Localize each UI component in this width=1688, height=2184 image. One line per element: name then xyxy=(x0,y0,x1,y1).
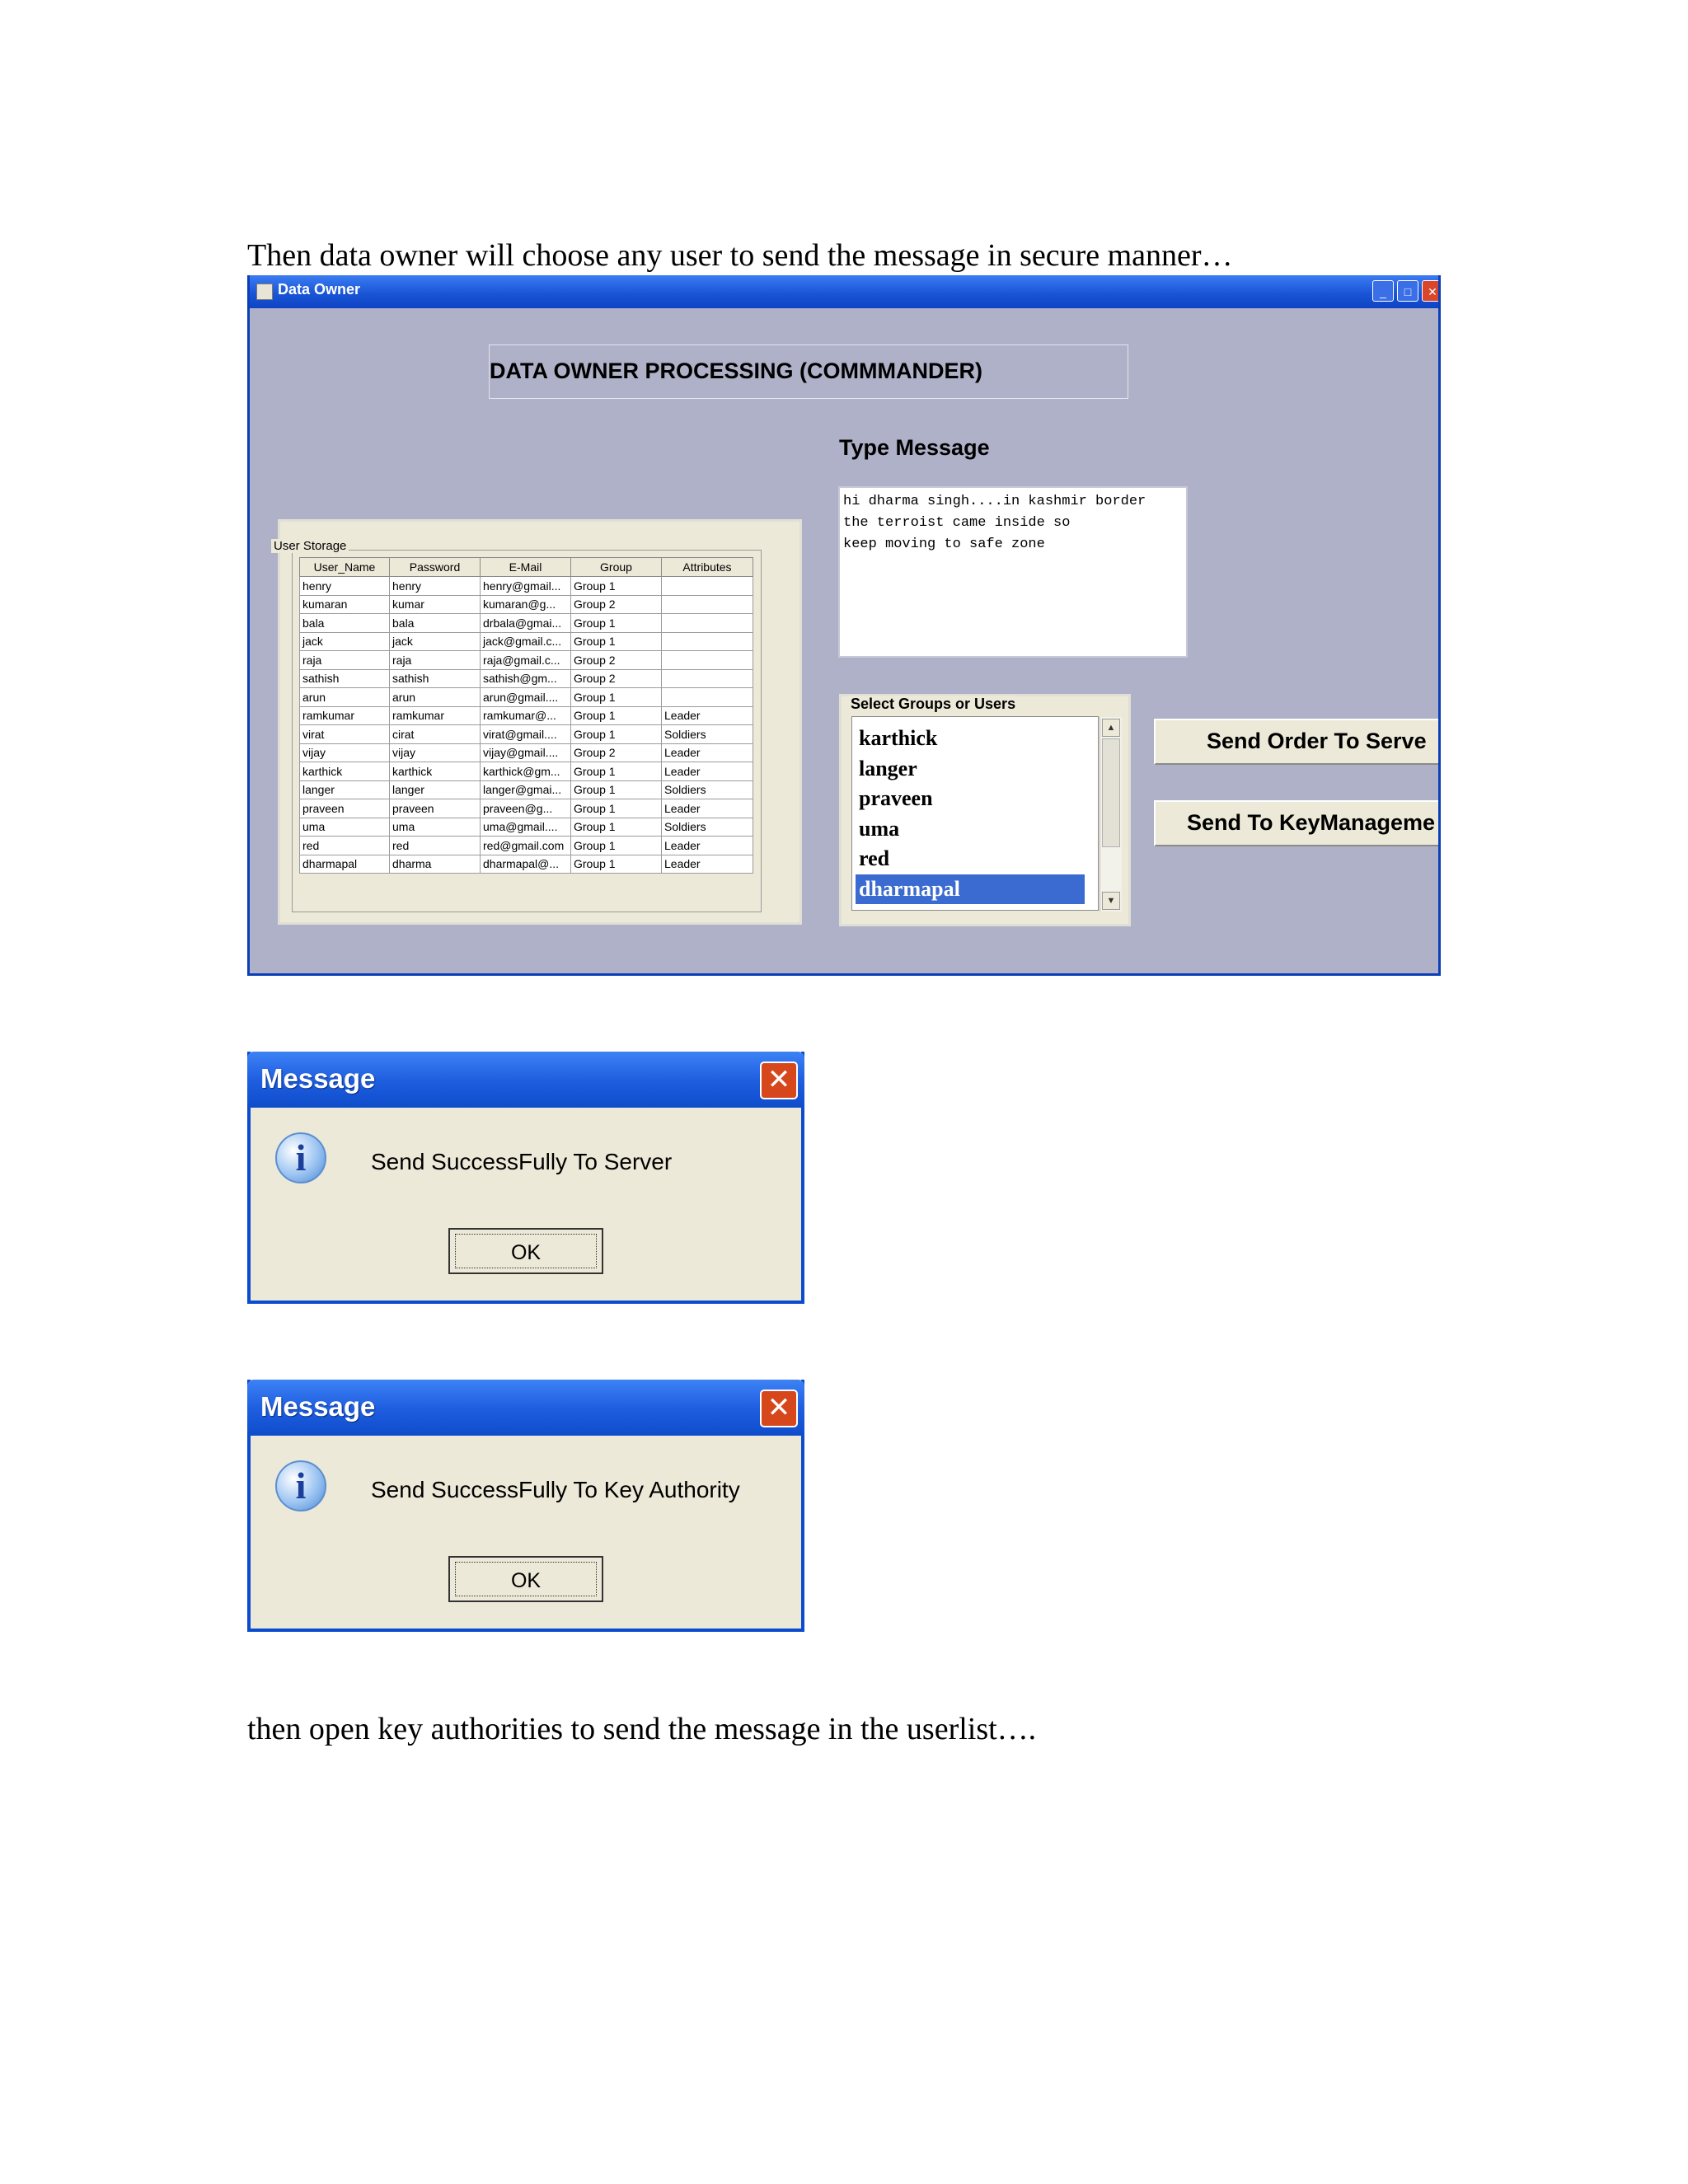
table-cell[interactable]: vijay xyxy=(300,743,390,762)
table-cell[interactable]: Leader xyxy=(662,706,753,725)
table-cell[interactable]: Group 1 xyxy=(571,577,662,596)
ok-label: OK xyxy=(455,1562,597,1596)
table-cell[interactable]: praveen xyxy=(300,799,390,818)
table-cell[interactable]: langer xyxy=(390,780,481,799)
list-item[interactable]: praveen xyxy=(859,786,933,810)
table-cell[interactable]: praveen xyxy=(390,799,481,818)
list-item[interactable]: uma xyxy=(859,816,900,841)
table-cell[interactable]: karthick@gm... xyxy=(481,762,571,781)
user-storage-panel xyxy=(278,519,802,925)
list-item[interactable]: dharmapal xyxy=(856,874,1085,904)
ok-button[interactable] xyxy=(448,1556,603,1602)
table-cell[interactable]: Group 1 xyxy=(571,688,662,707)
data-owner-window xyxy=(247,275,1441,976)
table-cell[interactable]: Group 1 xyxy=(571,725,662,744)
table-cell[interactable]: Leader xyxy=(662,762,753,781)
dialog-title: Message xyxy=(260,1391,376,1422)
caption-top: Then data owner will choose any user to send the message in secure manner… xyxy=(247,238,1233,273)
table-cell[interactable]: Group 2 xyxy=(571,651,662,670)
table-row[interactable] xyxy=(300,688,753,707)
table-row[interactable] xyxy=(300,725,753,744)
table-cell[interactable]: sathish xyxy=(390,669,481,688)
table-cell[interactable]: vijay@gmail.... xyxy=(481,743,571,762)
table-cell[interactable]: uma xyxy=(390,818,481,837)
column-header[interactable]: Group xyxy=(571,558,662,577)
table-cell[interactable]: ramkumar@... xyxy=(481,706,571,725)
table-cell[interactable]: red xyxy=(300,837,390,855)
table-row[interactable] xyxy=(300,818,753,837)
table-cell[interactable]: uma xyxy=(300,818,390,837)
send-order-to-server-button[interactable]: Send Order To Serve xyxy=(1154,719,1441,765)
table-cell[interactable]: ramkumar xyxy=(300,706,390,725)
dialog-message: Send SuccessFully To Server xyxy=(371,1149,673,1174)
close-icon[interactable]: ✕ xyxy=(760,1062,798,1099)
info-icon: i xyxy=(275,1132,326,1183)
table-row[interactable] xyxy=(300,632,753,651)
table-cell[interactable]: henry xyxy=(390,577,481,596)
table-cell[interactable]: langer xyxy=(300,780,390,799)
table-row[interactable] xyxy=(300,577,753,596)
info-icon: i xyxy=(275,1460,326,1511)
dialog-message: Send SuccessFully To Key Authority xyxy=(371,1477,740,1502)
table-row[interactable] xyxy=(300,614,753,633)
table-cell[interactable]: virat@gmail.... xyxy=(481,725,571,744)
table-cell[interactable]: Group 1 xyxy=(571,818,662,837)
table-cell[interactable]: uma@gmail.... xyxy=(481,818,571,837)
table-cell[interactable]: Group 2 xyxy=(571,669,662,688)
table-cell[interactable] xyxy=(662,688,753,707)
list-item[interactable]: karthick xyxy=(859,726,938,750)
table-cell[interactable]: sathish@gm... xyxy=(481,669,571,688)
table-cell[interactable]: raja xyxy=(390,651,481,670)
table-cell[interactable]: langer@gmai... xyxy=(481,780,571,799)
table-row[interactable] xyxy=(300,743,753,762)
close-icon[interactable]: ✕ xyxy=(760,1390,798,1427)
table-cell[interactable]: Leader xyxy=(662,855,753,874)
table-cell[interactable] xyxy=(662,614,753,633)
ok-button[interactable] xyxy=(448,1228,603,1274)
table-cell[interactable]: jack xyxy=(300,632,390,651)
table-cell[interactable]: red@gmail.com xyxy=(481,837,571,855)
table-row[interactable] xyxy=(300,706,753,725)
scroll-up-icon[interactable]: ▲ xyxy=(1102,719,1120,737)
table-cell[interactable]: Soldiers xyxy=(662,780,753,799)
table-row[interactable] xyxy=(300,762,753,781)
users-listbox[interactable] xyxy=(851,716,1116,911)
table-cell[interactable]: dharma xyxy=(390,855,481,874)
message-textarea[interactable]: hi dharma singh....in kashmir border the terroist came inside so keep moving to safe zone xyxy=(838,486,1188,658)
select-groups-label: Select Groups or Users xyxy=(848,696,1018,713)
table-cell[interactable]: praveen@g... xyxy=(481,799,571,818)
table-header-row xyxy=(300,558,753,577)
send-to-key-management-button[interactable]: Send To KeyManageme xyxy=(1154,800,1441,846)
table-cell[interactable]: raja xyxy=(300,651,390,670)
column-header[interactable]: Attributes xyxy=(662,558,753,577)
dialog-title-bar[interactable] xyxy=(247,1052,804,1108)
table-cell[interactable]: arun xyxy=(390,688,481,707)
caption-bottom: then open key authorities to send the message in the userlist…. xyxy=(247,1712,1037,1746)
list-scrollbar[interactable] xyxy=(1100,717,1122,912)
type-message-label: Type Message xyxy=(839,435,990,460)
list-item[interactable]: langer xyxy=(859,756,917,780)
table-cell[interactable] xyxy=(662,577,753,596)
table-cell[interactable]: Group 2 xyxy=(571,743,662,762)
table-cell[interactable]: Group 1 xyxy=(571,762,662,781)
table-cell[interactable]: Soldiers xyxy=(662,725,753,744)
table-cell[interactable]: ramkumar xyxy=(390,706,481,725)
table-cell[interactable]: arun@gmail.... xyxy=(481,688,571,707)
window-title: Data Owner xyxy=(278,281,361,298)
table-cell[interactable]: bala xyxy=(300,614,390,633)
table-row[interactable] xyxy=(300,837,753,855)
list-item[interactable]: red xyxy=(859,846,890,870)
table-cell[interactable]: cirat xyxy=(390,725,481,744)
table-cell[interactable]: Group 1 xyxy=(571,632,662,651)
table-row[interactable] xyxy=(300,669,753,688)
table-cell[interactable]: Group 1 xyxy=(571,706,662,725)
message-dialog-server xyxy=(247,1052,804,1304)
column-header[interactable]: E-Mail xyxy=(481,558,571,577)
table-cell[interactable]: Group 1 xyxy=(571,799,662,818)
user-storage-label: User Storage xyxy=(271,539,349,553)
table-cell[interactable]: jack@gmail.c... xyxy=(481,632,571,651)
user-table-frame xyxy=(292,550,762,912)
table-cell[interactable]: red xyxy=(390,837,481,855)
table-cell[interactable]: kumaran xyxy=(300,595,390,614)
close-icon[interactable]: ✕ xyxy=(1422,280,1441,302)
maximize-icon[interactable]: □ xyxy=(1397,280,1418,302)
table-cell[interactable]: jack xyxy=(390,632,481,651)
user-storage-table[interactable] xyxy=(299,557,753,874)
table-cell[interactable]: henry xyxy=(300,577,390,596)
table-cell[interactable]: drbala@gmai... xyxy=(481,614,571,633)
dialog-title: Message xyxy=(260,1063,376,1094)
table-cell[interactable]: Group 1 xyxy=(571,837,662,855)
table-cell[interactable]: dharmapal@... xyxy=(481,855,571,874)
table-cell[interactable]: bala xyxy=(390,614,481,633)
window-title-bar[interactable] xyxy=(250,275,1441,308)
ok-label: OK xyxy=(455,1234,597,1268)
table-cell[interactable]: sathish xyxy=(300,669,390,688)
table-cell[interactable] xyxy=(662,651,753,670)
table-cell[interactable]: Soldiers xyxy=(662,818,753,837)
table-cell[interactable]: vijay xyxy=(390,743,481,762)
table-cell[interactable]: Group 2 xyxy=(571,595,662,614)
table-cell[interactable]: Group 1 xyxy=(571,614,662,633)
table-cell[interactable]: kumar xyxy=(390,595,481,614)
scroll-thumb[interactable] xyxy=(1102,738,1120,847)
table-cell[interactable] xyxy=(662,595,753,614)
minimize-icon[interactable]: _ xyxy=(1372,280,1394,302)
table-cell[interactable]: karthick xyxy=(390,762,481,781)
table-cell[interactable]: kumaran@g... xyxy=(481,595,571,614)
table-cell[interactable]: Leader xyxy=(662,837,753,855)
table-cell[interactable]: Leader xyxy=(662,743,753,762)
scroll-down-icon[interactable]: ▼ xyxy=(1102,892,1120,910)
table-cell[interactable] xyxy=(662,669,753,688)
table-row[interactable] xyxy=(300,799,753,818)
table-row[interactable] xyxy=(300,595,753,614)
dialog-title-bar[interactable] xyxy=(247,1380,804,1436)
table-cell[interactable]: virat xyxy=(300,725,390,744)
column-header[interactable]: Password xyxy=(390,558,481,577)
table-cell[interactable]: Group 1 xyxy=(571,855,662,874)
table-row[interactable] xyxy=(300,855,753,874)
table-cell[interactable]: karthick xyxy=(300,762,390,781)
table-cell[interactable]: arun xyxy=(300,688,390,707)
table-cell[interactable]: Leader xyxy=(662,799,753,818)
table-cell[interactable]: raja@gmail.c... xyxy=(481,651,571,670)
table-row[interactable] xyxy=(300,651,753,670)
java-app-icon xyxy=(256,284,273,300)
table-cell[interactable]: Group 1 xyxy=(571,780,662,799)
select-groups-panel xyxy=(839,694,1131,926)
table-cell[interactable]: dharmapal xyxy=(300,855,390,874)
table-cell[interactable] xyxy=(662,632,753,651)
table-cell[interactable]: henry@gmail... xyxy=(481,577,571,596)
column-header[interactable]: User_Name xyxy=(300,558,390,577)
message-dialog-key-authority xyxy=(247,1380,804,1632)
page-title: DATA OWNER PROCESSING (COMMMANDER) xyxy=(489,344,1128,399)
table-row[interactable] xyxy=(300,780,753,799)
